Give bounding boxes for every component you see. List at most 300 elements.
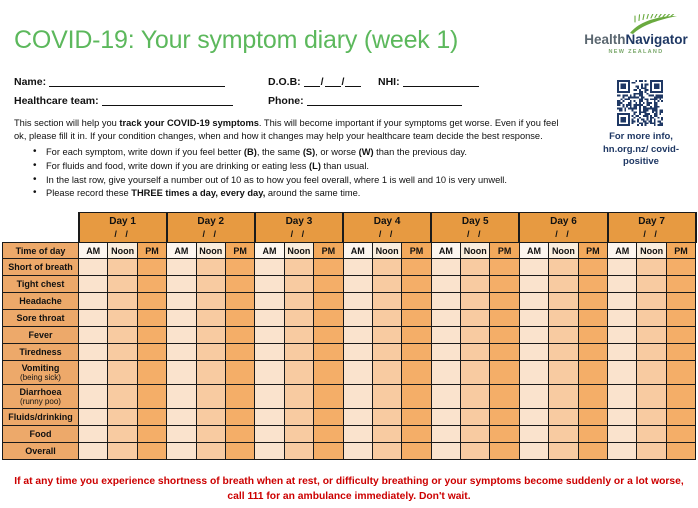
diary-entry-cell[interactable] [519, 344, 548, 361]
dob-year-input[interactable] [345, 76, 361, 87]
diary-entry-cell[interactable] [343, 344, 372, 361]
diary-entry-cell[interactable] [225, 276, 254, 293]
symptom-label-short-of-breath [3, 259, 79, 276]
diary-entry-cell[interactable] [519, 409, 548, 426]
diary-entry-cell[interactable] [431, 310, 460, 327]
diary-entry-cell[interactable] [608, 276, 637, 293]
diary-entry-cell[interactable] [196, 443, 225, 460]
diary-entry-cell[interactable] [167, 276, 196, 293]
diary-entry-cell[interactable] [284, 344, 313, 361]
symptom-name: Sore throat [16, 313, 65, 323]
diary-entry-cell[interactable] [431, 293, 460, 310]
diary-entry-cell[interactable] [431, 259, 460, 276]
intro-text-1: This section will help you [14, 118, 120, 128]
diary-entry-cell[interactable] [137, 259, 166, 276]
diary-entry-cell[interactable] [108, 385, 137, 409]
diary-entry-cell[interactable] [666, 276, 695, 293]
diary-entry-cell[interactable] [167, 293, 196, 310]
diary-entry-cell[interactable] [578, 361, 607, 385]
diary-entry-cell[interactable] [137, 344, 166, 361]
diary-entry-cell[interactable] [137, 409, 166, 426]
diary-entry-cell[interactable] [578, 293, 607, 310]
diary-entry-cell[interactable] [608, 426, 637, 443]
time-slot-header-noon: Noon [637, 243, 666, 259]
diary-entry-cell[interactable] [255, 310, 284, 327]
time-slot-header-am: AM [519, 243, 548, 259]
diary-entry-cell[interactable] [167, 409, 196, 426]
symptom-label-overall [3, 443, 79, 460]
diary-entry-cell[interactable] [255, 327, 284, 344]
diary-entry-cell[interactable] [637, 276, 666, 293]
diary-entry-cell[interactable] [431, 385, 460, 409]
diary-entry-cell[interactable] [431, 443, 460, 460]
diary-entry-cell[interactable] [225, 293, 254, 310]
table-row [3, 426, 696, 443]
diary-entry-cell[interactable] [608, 310, 637, 327]
diary-entry-cell[interactable] [314, 310, 343, 327]
diary-entry-cell[interactable] [549, 259, 578, 276]
diary-entry-cell[interactable] [578, 443, 607, 460]
diary-entry-cell[interactable] [372, 310, 401, 327]
diary-entry-cell[interactable] [637, 409, 666, 426]
logo-navigator-text: Navigator [625, 32, 688, 47]
diary-entry-cell[interactable] [402, 361, 431, 385]
diary-entry-cell[interactable] [666, 426, 695, 443]
healthcare-team-input[interactable] [102, 95, 233, 106]
diary-entry-cell[interactable] [402, 443, 431, 460]
diary-entry-cell[interactable] [372, 385, 401, 409]
diary-entry-cell[interactable] [284, 443, 313, 460]
symptom-name: Food [29, 429, 52, 439]
time-slot-header-pm: PM [314, 243, 343, 259]
diary-entry-cell[interactable] [549, 426, 578, 443]
diary-entry-cell[interactable] [372, 443, 401, 460]
symptom-name: Headache [19, 296, 62, 306]
diary-entry-cell[interactable] [549, 276, 578, 293]
diary-entry-cell[interactable] [314, 361, 343, 385]
instruction-bullet: • For fluids and food, write down if you are drinking or eating less (L) than usual. [14, 160, 574, 174]
diary-entry-cell[interactable] [79, 409, 108, 426]
diary-entry-cell[interactable] [372, 327, 401, 344]
diary-entry-cell[interactable] [490, 327, 519, 344]
day-label: Day 3 [285, 215, 313, 227]
diary-entry-cell[interactable] [284, 385, 313, 409]
day-header-5 [431, 213, 519, 243]
diary-entry-cell[interactable] [79, 344, 108, 361]
dob-day-input[interactable] [304, 76, 320, 87]
diary-entry-cell[interactable] [343, 259, 372, 276]
diary-entry-cell[interactable] [637, 443, 666, 460]
diary-entry-cell[interactable] [490, 426, 519, 443]
diary-entry-cell[interactable] [108, 443, 137, 460]
diary-entry-cell[interactable] [372, 276, 401, 293]
diary-entry-cell[interactable] [79, 443, 108, 460]
name-label: Name: [14, 76, 47, 88]
diary-entry-cell[interactable] [519, 276, 548, 293]
day-header-6 [519, 213, 607, 243]
diary-entry-cell[interactable] [608, 409, 637, 426]
diary-entry-cell[interactable] [137, 361, 166, 385]
day-date-input[interactable]: / / [290, 228, 308, 239]
diary-entry-cell[interactable] [608, 443, 637, 460]
dob-slash-2: / [341, 76, 345, 88]
diary-entry-cell[interactable] [549, 327, 578, 344]
diary-entry-cell[interactable] [490, 361, 519, 385]
diary-entry-cell[interactable] [666, 327, 695, 344]
day-label: Day 4 [373, 215, 401, 227]
day-date-input[interactable]: / / [643, 228, 660, 239]
diary-entry-cell[interactable] [519, 361, 548, 385]
diary-entry-cell[interactable] [196, 361, 225, 385]
symptom-name: Fluids/drinking [8, 412, 73, 422]
diary-entry-cell[interactable] [255, 259, 284, 276]
diary-entry-cell[interactable] [431, 344, 460, 361]
diary-entry-cell[interactable] [108, 259, 137, 276]
diary-entry-cell[interactable] [255, 443, 284, 460]
diary-entry-cell[interactable] [431, 276, 460, 293]
time-slot-header-noon: Noon [196, 243, 225, 259]
diary-entry-cell[interactable] [343, 426, 372, 443]
qr-caption: For more info, hn.org.nz/ covid-positive [603, 131, 679, 167]
diary-entry-cell[interactable] [666, 310, 695, 327]
diary-entry-cell[interactable] [167, 327, 196, 344]
diary-entry-cell[interactable] [402, 409, 431, 426]
diary-entry-cell[interactable] [167, 310, 196, 327]
diary-entry-cell[interactable] [167, 344, 196, 361]
diary-entry-cell[interactable] [284, 276, 313, 293]
diary-entry-cell[interactable] [343, 327, 372, 344]
diary-entry-cell[interactable] [490, 293, 519, 310]
time-slot-header-am: AM [255, 243, 284, 259]
day-date-input[interactable]: / / [555, 228, 572, 239]
diary-entry-cell[interactable] [490, 409, 519, 426]
diary-entry-cell[interactable] [137, 443, 166, 460]
table-head [3, 213, 696, 259]
diary-entry-cell[interactable] [372, 344, 401, 361]
diary-entry-cell[interactable] [255, 276, 284, 293]
diary-entry-cell[interactable] [225, 310, 254, 327]
day-date-input[interactable]: / / [378, 228, 396, 239]
diary-entry-cell[interactable] [79, 327, 108, 344]
diary-entry-cell[interactable] [225, 361, 254, 385]
time-slot-header-am: AM [79, 243, 108, 259]
diary-entry-cell[interactable] [461, 344, 490, 361]
diary-entry-cell[interactable] [314, 385, 343, 409]
diary-entry-cell[interactable] [666, 344, 695, 361]
diary-entry-cell[interactable] [79, 259, 108, 276]
instruction-bullet: • In the last row, give yourself a number out of 10 as to how you feel overall, where 1 is well and 10 is very unwell. [14, 174, 574, 188]
time-slot-header-pm: PM [666, 243, 695, 259]
diary-entry-cell[interactable] [461, 443, 490, 460]
diary-entry-cell[interactable] [108, 276, 137, 293]
diary-entry-cell[interactable] [137, 310, 166, 327]
diary-entry-cell[interactable] [461, 409, 490, 426]
dob-field-row [268, 76, 361, 88]
diary-entry-cell[interactable] [431, 426, 460, 443]
diary-entry-cell[interactable] [284, 293, 313, 310]
diary-entry-cell[interactable] [578, 327, 607, 344]
diary-entry-cell[interactable] [519, 426, 548, 443]
diary-entry-cell[interactable] [108, 344, 137, 361]
diary-entry-cell[interactable] [578, 344, 607, 361]
diary-entry-cell[interactable] [284, 259, 313, 276]
diary-entry-cell[interactable] [343, 310, 372, 327]
diary-entry-cell[interactable] [196, 293, 225, 310]
diary-entry-cell[interactable] [608, 327, 637, 344]
diary-entry-cell[interactable] [196, 409, 225, 426]
instruction-bullet: • For each symptom, write down if you feel better (B), the same (S), or worse (W) than the previous day. [14, 146, 574, 160]
diary-entry-cell[interactable] [284, 409, 313, 426]
diary-entry-cell[interactable] [637, 310, 666, 327]
diary-entry-cell[interactable] [666, 443, 695, 460]
diary-entry-cell[interactable] [79, 293, 108, 310]
diary-entry-cell[interactable] [137, 276, 166, 293]
diary-entry-cell[interactable] [225, 327, 254, 344]
diary-entry-cell[interactable] [314, 426, 343, 443]
diary-entry-cell[interactable] [225, 344, 254, 361]
diary-entry-cell[interactable] [519, 293, 548, 310]
diary-entry-cell[interactable] [225, 385, 254, 409]
diary-entry-cell[interactable] [108, 409, 137, 426]
diary-entry-cell[interactable] [79, 361, 108, 385]
diary-entry-cell[interactable] [549, 443, 578, 460]
diary-entry-cell[interactable] [255, 385, 284, 409]
diary-entry-cell[interactable] [314, 259, 343, 276]
diary-entry-cell[interactable] [137, 293, 166, 310]
symptom-name: Fever [28, 330, 53, 340]
diary-entry-cell[interactable] [490, 259, 519, 276]
diary-entry-cell[interactable] [490, 276, 519, 293]
time-slot-header-pm: PM [137, 243, 166, 259]
diary-entry-cell[interactable] [167, 443, 196, 460]
diary-entry-cell[interactable] [343, 409, 372, 426]
dob-month-input[interactable] [325, 76, 341, 87]
qr-code[interactable] [617, 80, 663, 126]
diary-entry-cell[interactable] [284, 361, 313, 385]
diary-entry-cell[interactable] [461, 385, 490, 409]
phone-input[interactable] [307, 95, 462, 106]
diary-entry-cell[interactable] [284, 327, 313, 344]
diary-entry-cell[interactable] [255, 361, 284, 385]
diary-entry-cell[interactable] [608, 344, 637, 361]
diary-entry-cell[interactable] [108, 426, 137, 443]
diary-entry-cell[interactable] [549, 344, 578, 361]
day-header-2 [167, 213, 255, 243]
diary-entry-cell[interactable] [196, 385, 225, 409]
diary-entry-cell[interactable] [431, 361, 460, 385]
diary-entry-cell[interactable] [666, 409, 695, 426]
diary-entry-cell[interactable] [490, 385, 519, 409]
diary-entry-cell[interactable] [402, 259, 431, 276]
diary-entry-cell[interactable] [637, 259, 666, 276]
diary-entry-cell[interactable] [402, 344, 431, 361]
diary-entry-cell[interactable] [137, 385, 166, 409]
time-slot-header-noon: Noon [284, 243, 313, 259]
diary-entry-cell[interactable] [402, 310, 431, 327]
diary-entry-cell[interactable] [637, 327, 666, 344]
diary-entry-cell[interactable] [461, 426, 490, 443]
day-label: Day 1 [109, 215, 136, 227]
time-slot-header-pm: PM [402, 243, 431, 259]
diary-entry-cell[interactable] [402, 385, 431, 409]
diary-entry-cell[interactable] [79, 385, 108, 409]
diary-entry-cell[interactable] [461, 310, 490, 327]
diary-entry-cell[interactable] [608, 293, 637, 310]
diary-entry-cell[interactable] [314, 327, 343, 344]
diary-entry-cell[interactable] [549, 293, 578, 310]
diary-entry-cell[interactable] [666, 361, 695, 385]
diary-entry-cell[interactable] [225, 259, 254, 276]
logo-country-text: NEW ZEALAND [608, 49, 664, 55]
diary-entry-cell[interactable] [461, 327, 490, 344]
day-header-7 [608, 213, 696, 243]
diary-entry-cell[interactable] [79, 426, 108, 443]
diary-entry-cell[interactable] [314, 344, 343, 361]
diary-entry-cell[interactable] [108, 310, 137, 327]
diary-entry-cell[interactable] [637, 344, 666, 361]
diary-entry-cell[interactable] [343, 276, 372, 293]
diary-entry-cell[interactable] [314, 409, 343, 426]
diary-entry-cell[interactable] [137, 327, 166, 344]
diary-entry-cell[interactable] [343, 361, 372, 385]
diary-entry-cell[interactable] [490, 310, 519, 327]
diary-entry-cell[interactable] [519, 385, 548, 409]
nhi-input[interactable] [403, 76, 479, 87]
diary-entry-cell[interactable] [108, 293, 137, 310]
diary-entry-cell[interactable] [284, 426, 313, 443]
diary-entry-cell[interactable] [255, 344, 284, 361]
diary-entry-cell[interactable] [578, 409, 607, 426]
intro-text-bold: track your COVID-19 symptoms [119, 118, 259, 128]
diary-entry-cell[interactable] [372, 259, 401, 276]
diary-entry-cell[interactable] [372, 361, 401, 385]
diary-entry-cell[interactable] [167, 361, 196, 385]
diary-entry-cell[interactable] [578, 385, 607, 409]
diary-entry-cell[interactable] [225, 443, 254, 460]
diary-entry-cell[interactable] [167, 259, 196, 276]
diary-entry-cell[interactable] [578, 426, 607, 443]
diary-entry-cell[interactable] [637, 361, 666, 385]
name-input[interactable] [49, 76, 225, 87]
diary-entry-cell[interactable] [196, 344, 225, 361]
diary-entry-cell[interactable] [549, 361, 578, 385]
diary-entry-cell[interactable] [167, 385, 196, 409]
diary-entry-cell[interactable] [578, 276, 607, 293]
diary-entry-cell[interactable] [372, 409, 401, 426]
diary-entry-cell[interactable] [578, 310, 607, 327]
diary-entry-cell[interactable] [461, 361, 490, 385]
diary-entry-cell[interactable] [167, 426, 196, 443]
diary-entry-cell[interactable] [196, 426, 225, 443]
diary-entry-cell[interactable] [519, 443, 548, 460]
diary-entry-cell[interactable] [608, 259, 637, 276]
diary-entry-cell[interactable] [637, 385, 666, 409]
diary-entry-cell[interactable] [284, 310, 313, 327]
diary-entry-cell[interactable] [402, 426, 431, 443]
day-header-row [3, 213, 696, 243]
diary-entry-cell[interactable] [549, 385, 578, 409]
health-navigator-logo [580, 12, 692, 60]
table-row [3, 310, 696, 327]
diary-entry-cell[interactable] [196, 259, 225, 276]
diary-entry-cell[interactable] [666, 293, 695, 310]
diary-entry-cell[interactable] [461, 276, 490, 293]
diary-entry-cell[interactable] [79, 310, 108, 327]
diary-entry-cell[interactable] [608, 361, 637, 385]
diary-entry-cell[interactable] [519, 259, 548, 276]
diary-entry-cell[interactable] [79, 276, 108, 293]
diary-entry-cell[interactable] [461, 293, 490, 310]
diary-entry-cell[interactable] [137, 426, 166, 443]
diary-entry-cell[interactable] [343, 385, 372, 409]
diary-entry-cell[interactable] [490, 344, 519, 361]
symptom-label-fever [3, 327, 79, 344]
day-date-input[interactable]: / / [467, 228, 484, 239]
diary-entry-cell[interactable] [196, 310, 225, 327]
day-date-input[interactable]: / / [202, 228, 220, 239]
diary-entry-cell[interactable] [637, 426, 666, 443]
diary-entry-cell[interactable] [402, 293, 431, 310]
logo-wordmark [580, 32, 692, 47]
diary-entry-cell[interactable] [343, 293, 372, 310]
instructions-list [14, 146, 574, 201]
diary-entry-cell[interactable] [431, 409, 460, 426]
diary-entry-cell[interactable] [519, 327, 548, 344]
diary-entry-cell[interactable] [255, 409, 284, 426]
symptom-label-fluids-drinking [3, 409, 79, 426]
diary-entry-cell[interactable] [666, 259, 695, 276]
diary-entry-cell[interactable] [549, 409, 578, 426]
diary-entry-cell[interactable] [225, 426, 254, 443]
table-row [3, 385, 696, 409]
day-date-input[interactable]: / / [114, 228, 131, 239]
diary-entry-cell[interactable] [196, 276, 225, 293]
day-label: Day 5 [461, 215, 489, 227]
symptom-label-tight-chest [3, 276, 79, 293]
diary-entry-cell[interactable] [255, 293, 284, 310]
table-row [3, 259, 696, 276]
symptom-label-tiredness [3, 344, 79, 361]
diary-entry-cell[interactable] [402, 327, 431, 344]
diary-entry-cell[interactable] [314, 293, 343, 310]
diary-entry-cell[interactable] [666, 385, 695, 409]
diary-entry-cell[interactable] [431, 327, 460, 344]
symptom-diary-table [2, 212, 697, 460]
diary-entry-cell[interactable] [196, 327, 225, 344]
table-row [3, 293, 696, 310]
diary-entry-cell[interactable] [372, 426, 401, 443]
diary-entry-cell[interactable] [255, 426, 284, 443]
time-slot-header-noon: Noon [372, 243, 401, 259]
diary-entry-cell[interactable] [314, 276, 343, 293]
diary-entry-cell[interactable] [519, 310, 548, 327]
diary-entry-cell[interactable] [225, 409, 254, 426]
symptom-label-diarrhoea [3, 385, 79, 409]
diary-entry-cell[interactable] [490, 443, 519, 460]
diary-entry-cell[interactable] [314, 443, 343, 460]
diary-entry-cell[interactable] [461, 259, 490, 276]
diary-entry-cell[interactable] [372, 293, 401, 310]
diary-entry-cell[interactable] [578, 259, 607, 276]
diary-entry-cell[interactable] [108, 361, 137, 385]
diary-entry-cell[interactable] [549, 310, 578, 327]
diary-entry-cell[interactable] [402, 276, 431, 293]
diary-entry-cell[interactable] [637, 293, 666, 310]
diary-entry-cell[interactable] [343, 443, 372, 460]
diary-entry-cell[interactable] [108, 327, 137, 344]
symptom-name: Short of breath [8, 262, 73, 272]
diary-entry-cell[interactable] [608, 385, 637, 409]
